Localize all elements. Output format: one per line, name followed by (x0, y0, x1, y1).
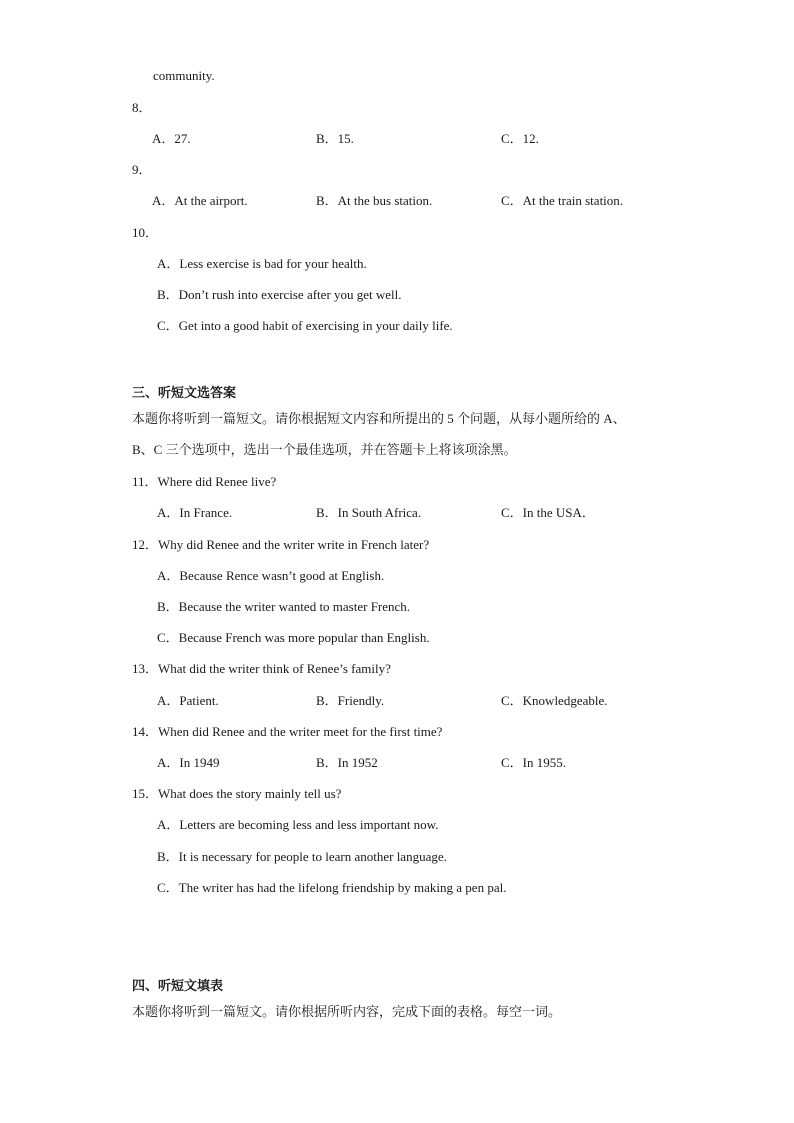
question-11-stem: 11．Where did Renee live? (132, 474, 277, 489)
q14-option-a: A．In 1949 (157, 755, 220, 770)
q13-option-c: C．Knowledgeable. (501, 693, 608, 708)
q10-option-b: B．Don’t rush into exercise after you get well. (157, 287, 402, 302)
q9-option-b: B．At the bus station. (316, 193, 433, 208)
q13-option-a: A．Patient. (157, 693, 219, 708)
q9-option-c: C．At the train station. (501, 193, 624, 208)
q15-option-a: A．Letters are becoming less and less important now. (157, 817, 439, 832)
question-13-stem: 13．What did the writer think of Renee’s family? (132, 661, 391, 676)
q11-option-b: B．In South Africa. (316, 505, 422, 520)
question-15-stem: 15．What does the story mainly tell us? (132, 786, 342, 801)
q10-option-c: C．Get into a good habit of exercising in your daily life. (157, 318, 453, 333)
section-3-title: 三、听短文选答案 (132, 385, 237, 400)
section-3-instructions-line-2: B、C 三个选项中，选出一个最佳选项，并在答题卡上将该项涂黑。 (132, 442, 517, 457)
section-3-instructions-line-1: 本题你将听到一篇短文。请你根据短文内容和所提出的 5 个问题，从每小题所给的 A、 (132, 411, 626, 426)
question-12-stem: 12．Why did Renee and the writer write in French later? (132, 537, 430, 552)
q11-option-c: C．In the USA． (501, 505, 595, 520)
q14-option-c: C．In 1955. (501, 755, 567, 770)
q8-option-b: B．15. (316, 131, 354, 146)
q12-option-c: C．Because French was more popular than English. (157, 630, 430, 645)
question-8-number: 8． (132, 100, 152, 115)
question-10-number: 10． (132, 225, 159, 240)
q15-option-c: C．The writer has had the lifelong friendship by making a pen pal. (157, 880, 507, 895)
q11-option-a: A．In France. (157, 505, 233, 520)
q9-option-a: A．At the airport. (152, 193, 248, 208)
section-4-title: 四、听短文填表 (132, 978, 224, 993)
q15-option-b: B．It is necessary for people to learn another language. (157, 849, 447, 864)
q8-option-a: A．27. (152, 131, 191, 146)
q8-option-c: C．12. (501, 131, 539, 146)
q12-option-a: A．Because Rence wasn’t good at English. (157, 568, 385, 583)
q12-option-b: B．Because the writer wanted to master French. (157, 599, 411, 614)
q13-option-b: B．Friendly. (316, 693, 385, 708)
question-7-continuation: community. (153, 68, 215, 83)
q14-option-b: B．In 1952 (316, 755, 378, 770)
question-14-stem: 14．When did Renee and the writer meet for the first time? (132, 724, 443, 739)
q10-option-a: A．Less exercise is bad for your health. (157, 256, 367, 271)
question-9-number: 9． (132, 162, 152, 177)
section-4-instructions: 本题你将听到一篇短文。请你根据所听内容，完成下面的表格。每空一词。 (132, 1004, 562, 1019)
